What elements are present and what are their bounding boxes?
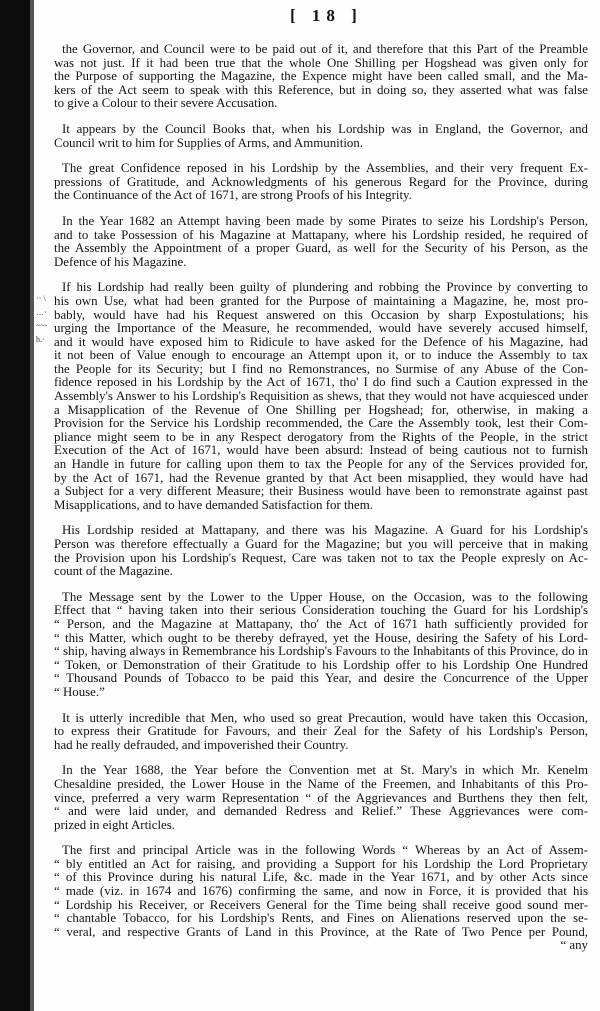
- text-line: Misapplications, and to have demanded Satisfaction for them.: [54, 497, 373, 512]
- text-line: was not just. If it had been true that the whole One Shilling per Hogshead was given only for: [54, 55, 588, 70]
- text-line: his own Use, what had been granted for the Purpose of maintaining a Magazine, he, most pro-: [54, 293, 588, 308]
- text-line: “ veral, and respective Grants of Land in this Province, at the Rate of Two Pence per Pound,: [54, 924, 588, 939]
- margin-note-line: ·· \: [36, 294, 46, 303]
- margin-note: [36, 292, 52, 346]
- text-line: to give a Colour to their severe Accusation.: [54, 96, 278, 111]
- catchword: “ any: [560, 938, 588, 953]
- text-line: by the Act of 1671, had the Revenue granted by that Act been misapplied, they would have had: [54, 470, 588, 485]
- paragraph: [54, 123, 588, 150]
- text-line: “ bly entitled an Act for raising, and providing a Support for his Lordship the Lord Proprietary: [54, 856, 588, 871]
- text-line: prized in eight Articles.: [54, 817, 175, 832]
- text-line: the Assembly the Appointment of a proper Guard, as well for the Security of his Person, as the: [54, 241, 588, 256]
- text-line: count of the Magazine.: [54, 564, 173, 579]
- text-line: fidence reposed in his Lordship by the Act of 1671, tho' I do find such a Caution expressed in the: [54, 375, 588, 390]
- text-line: “ Person, and the Magazine at Mattapany, tho' the Act of 1671 hath sufficiently provided for: [54, 616, 588, 631]
- text-line: Assembly's Answer to his Lordship's Requisition as shews, that they would not have acquiesced under: [54, 389, 588, 404]
- text-line: “ House.”: [54, 684, 105, 699]
- paragraph: [54, 162, 588, 203]
- text-line: The great Confidence reposed in his Lordship by the Assemblies, and their very frequent Ex-: [62, 161, 588, 176]
- text-line: to express their Gratitude for Favours, and their Zeal for the Safety of his Lordship's Person,: [54, 724, 588, 739]
- text-line: the Governor, and Council were to be paid out of it, and therefore that this Part of the Preamble: [62, 42, 588, 56]
- text-line: an Handle in future for calling upon them to tax the People for any of the Services provided for,: [54, 457, 588, 472]
- paragraph: [54, 591, 588, 700]
- text-line: His Lordship resided at Mattapany, and there was his Magazine. A Guard for his Lordship's: [62, 523, 588, 538]
- text-line: Person was therefore effectually a Guard for the Magazine; but you will perceive that in making: [54, 537, 588, 551]
- text-line: “ chantable Tobacco, for his Lordship's Rents, and Fines on Alienations reserved upon the se-: [54, 911, 588, 926]
- text-line: pliance might seem to be in any Respect derogatory from the Rights of the People, in the strict: [54, 429, 588, 444]
- text-line: Defence of his Magazine.: [54, 254, 187, 269]
- text-line: the Provision upon his Lordship's Request, Care was taken not to tax the People expresly on Ac-: [54, 550, 588, 565]
- scan-edge-shadow: [0, 0, 30, 1011]
- paragraph: [54, 215, 588, 269]
- text-line: If his Lordship had really been guilty of plundering and robbing the Province by converting to: [62, 280, 588, 295]
- text-line: In the Year 1688, the Year before the Convention met at St. Mary's in which Mr. Kenelm: [62, 763, 588, 778]
- text-line: a Misapplication of the Revenue of One Shilling per Hogshead; for, otherwise, in making a: [54, 402, 588, 417]
- text-line: Council writ to him for Supplies of Arms, and Ammunition.: [54, 135, 364, 150]
- margin-note-line: ~~-: [36, 321, 48, 331]
- text-line: pressions of Gratitude, and Acknowledgments of his generous Regard for the Province, during: [54, 174, 588, 189]
- paragraph: [54, 764, 588, 832]
- text-line: had he really defrauded, and impoverished their Country.: [54, 737, 349, 752]
- paragraph: [54, 524, 588, 578]
- text-line: Effect that “ having taken into their serious Consideration touching the Guard for his Lordship's: [54, 603, 588, 618]
- text-line: The first and principal Article was in the following Words “ Whereas by an Act of Assem-: [62, 843, 588, 858]
- text-line: and it would have exposed him to Ridicule to have asked for the Defence of his Magazine, had: [54, 334, 588, 349]
- margin-note-line: h.·: [36, 334, 45, 344]
- margin-note-line: …·: [36, 307, 47, 317]
- text-line: the Purpose of supporting the Magazine, the Expence might have been called small, and the Ma-: [54, 69, 588, 84]
- paragraph: [54, 712, 588, 753]
- paragraph: [54, 281, 588, 512]
- scan-edge-gutter: [30, 0, 34, 1011]
- paragraph: [54, 43, 588, 111]
- text-line: vince, preferred a very warm Representation “ of the Aggrievances and Burthens they then felt,: [54, 790, 588, 805]
- text-line: It appears by the Council Books that, when his Lordship was in England, the Governor, and: [62, 121, 588, 136]
- catchword-block: [54, 939, 588, 953]
- text-line: It is utterly incredible that Men, who used so great Precaution, would have taken this Occasion,: [62, 710, 588, 725]
- text-line: the Continuance of the Act of 1671, are strong Proofs of his Integrity.: [54, 188, 412, 203]
- text-line: In the Year 1682 an Attempt having been made by some Pirates to seize his Lordship's Person,: [62, 213, 588, 228]
- text-line: “ Token, or Demonstration of their Gratitude to his Lordship offer to his Lordship One Hundred: [54, 657, 588, 672]
- text-line: it not been of Value enough to encourage an Attempt upon it, or to induce the Assembly to tax: [54, 348, 588, 363]
- text-line: Execution of the Act of 1671, would have been absurd: Instead of being cautious not to furnish: [54, 443, 588, 458]
- text-line: The Message sent by the Lower to the Upper House, on the Occasion, was to the following: [62, 589, 588, 604]
- text-line: “ made (viz. in 1674 and 1676) confirming the same, and now in Force, it is provided that his: [54, 884, 588, 899]
- page-body: [54, 43, 588, 965]
- paragraph: [54, 844, 588, 939]
- text-line: “ ship, having always in Remembrance his Lordship's Favours to the Inhabitants of this Province, do in: [54, 644, 588, 659]
- text-line: Provision for the Service his Lordship recommended, the Care the Assembly took, lest their Com-: [54, 416, 588, 431]
- text-line: “ Thousand Pounds of Tobacco to be paid this Year, and desire the Concurrence of the Upper: [54, 671, 588, 686]
- text-line: “ and were laid under, and demanded Redress and Relief.” These Aggrievances were com-: [54, 804, 588, 819]
- text-line: urging the Importance of the Measure, he recommended, would have severely accused himself,: [54, 321, 588, 336]
- text-line: a Subject for a very different Measure; their Business would have been to remonstrate against past: [54, 484, 588, 499]
- text-line: bably, would have had his Request answered on this Occasion by sharp Expostulations; his: [54, 307, 588, 322]
- text-line: and to take Possession of his Magazine at Mattapany, where his Lordship resided, he required of: [54, 227, 588, 242]
- text-line: “ of this Province during his natural Life, &c. made in the Year 1671, and by other Acts since: [54, 870, 588, 885]
- text-line: kers of the Act seem to speak with this Reference, but in doing so, they asserted what was false: [54, 82, 588, 97]
- page-number: [ 18 ]: [290, 6, 363, 25]
- text-line: the People for its Security; but I find no Remonstrances, no Surmise of any Abuse of the Con-: [54, 361, 588, 376]
- text-line: “ this Matter, which ought to be thereby defrayed, yet the House, desiring the Safety of his Lord-: [54, 630, 588, 645]
- text-line: Chesaldine presided, the Lower House in the Name of the Freemen, and Inhabitants of this Pro-: [54, 776, 588, 791]
- text-line: “ Lordship his Receiver, or Receivers General for the Time being shall receive good sound mer-: [54, 897, 588, 912]
